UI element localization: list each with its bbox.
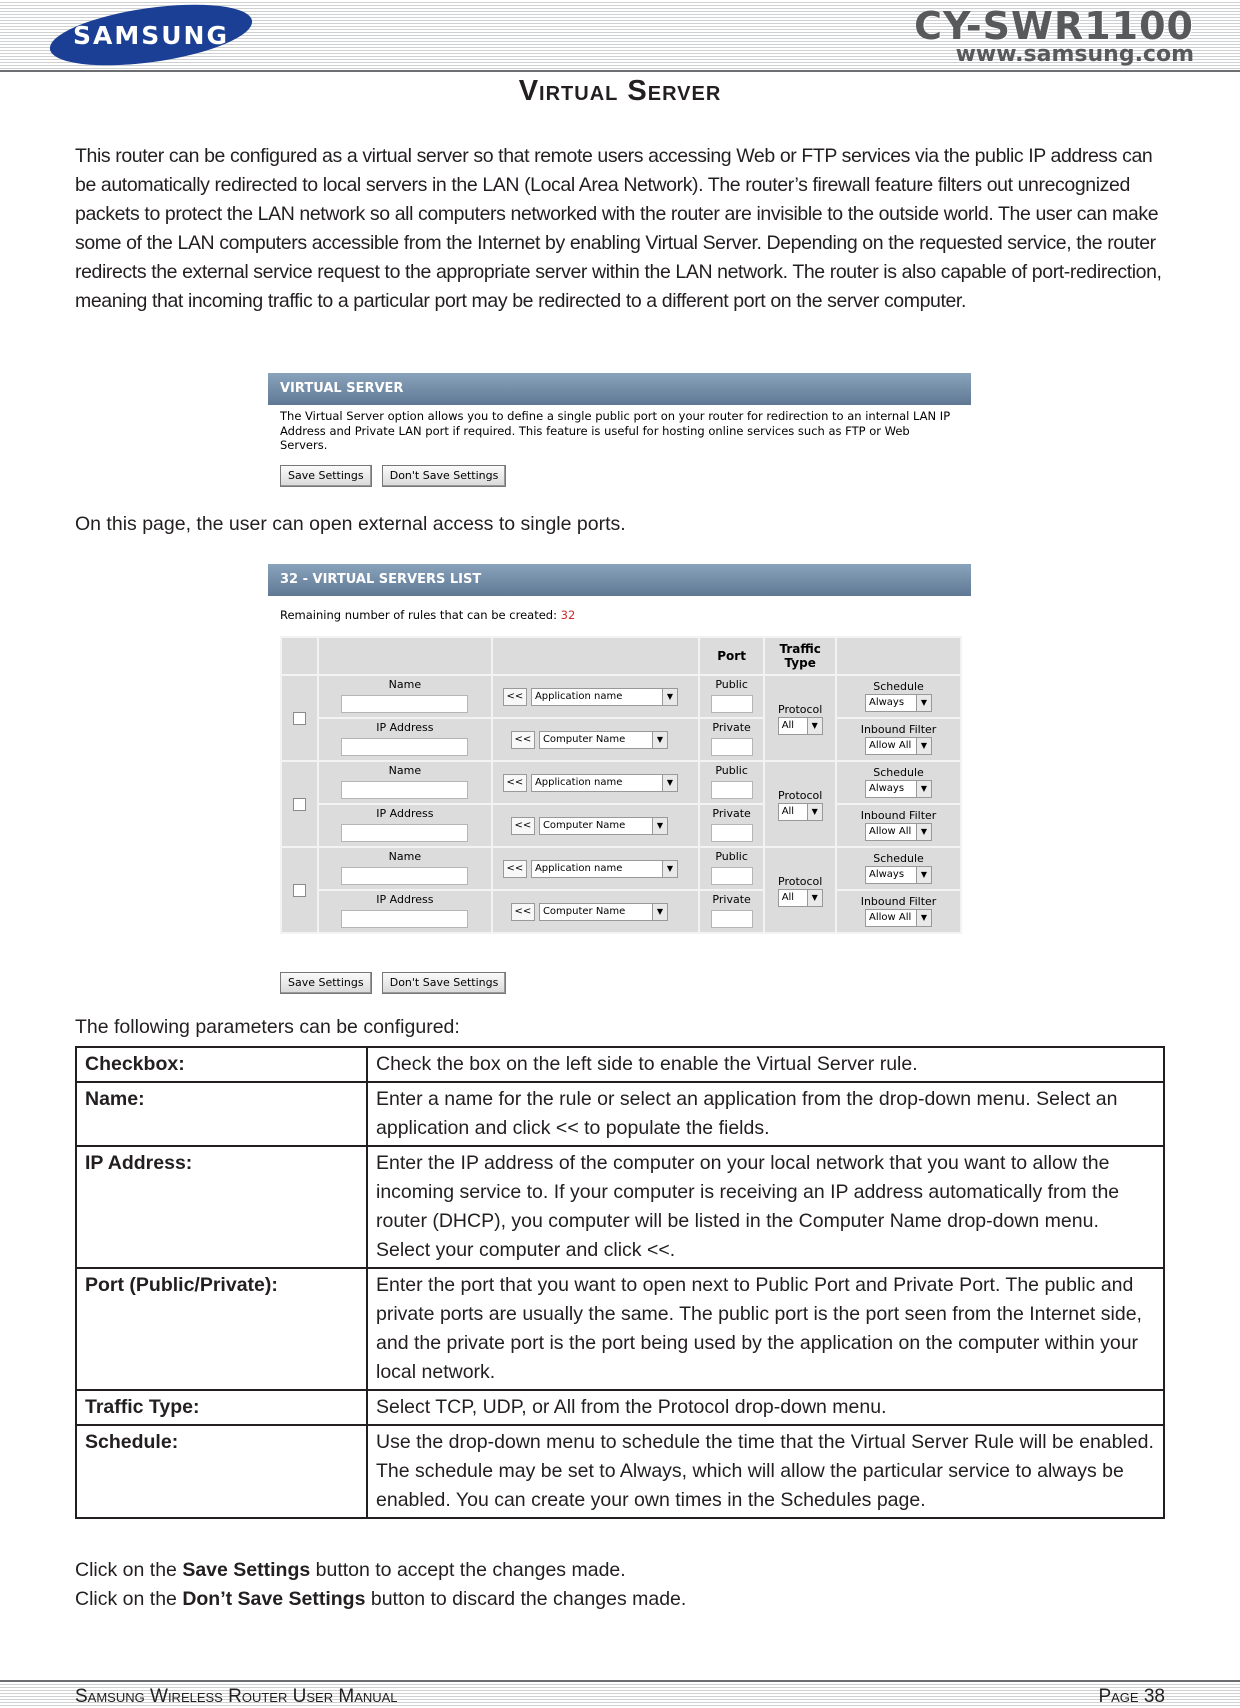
dont-save-instruction xyxy=(75,1585,1165,1614)
application-cell xyxy=(493,676,698,717)
samsung-logo xyxy=(46,4,256,66)
inbound-filter-select[interactable] xyxy=(865,909,932,927)
ip-address-label: IP Address xyxy=(376,807,434,820)
rule-row xyxy=(282,891,960,932)
column-header-traffic-type: Traffic Type xyxy=(765,638,835,674)
rule-checkbox-cell xyxy=(282,762,317,846)
protocol-select-value: All xyxy=(781,892,795,903)
application-select-value: Application name xyxy=(534,776,623,788)
dropdown-arrow-icon: ▼ xyxy=(916,695,931,711)
remaining-rules-text xyxy=(280,608,575,622)
save-settings-button[interactable]: Save Settings xyxy=(280,972,372,994)
remaining-rules-label: Remaining number of rules that can be created: xyxy=(280,608,557,622)
save-instruction-rest: button to accept the changes made. xyxy=(315,1559,626,1581)
computer-cell xyxy=(493,891,698,932)
ip-address-input[interactable] xyxy=(341,738,468,756)
private-port-input[interactable] xyxy=(711,738,753,756)
inbound-filter-select-value: Allow All xyxy=(869,740,912,751)
param-key: IP Address: xyxy=(76,1146,367,1268)
name-label: Name xyxy=(388,850,422,863)
param-key: Schedule: xyxy=(76,1425,367,1518)
schedule-label: Schedule xyxy=(873,852,924,865)
dont-save-instruction-rest: button to discard the changes made. xyxy=(370,1588,687,1610)
header-cell-blank xyxy=(837,638,960,674)
dropdown-arrow-icon: ▼ xyxy=(916,781,931,797)
header-cell-blank xyxy=(493,638,698,674)
virtual-server-description: The Virtual Server option allows you to define a single public port on your router for redirection to an internal LAN IP Address and Private LAN port if required. This feature is useful for hosting online services such as FTP or Web Servers. xyxy=(280,409,951,452)
save-settings-button[interactable]: Save Settings xyxy=(280,465,372,487)
apply-application-button[interactable]: << xyxy=(503,860,527,878)
computer-cell xyxy=(493,719,698,760)
public-label: Public xyxy=(715,764,748,777)
param-value: Enter the IP address of the computer on your local network that you want to allow the incoming service to. If your computer is receiving an IP address automatically from the router (DHCP), you computer will be listed in the Computer Name drop-down menu. Select your computer and click <<. xyxy=(367,1146,1164,1268)
protocol-select[interactable] xyxy=(778,889,823,907)
rule-row xyxy=(282,848,960,889)
computer-select-value: Computer Name xyxy=(542,819,626,831)
schedule-label: Schedule xyxy=(873,680,924,693)
dropdown-arrow-icon: ▼ xyxy=(652,818,667,834)
public-label: Public xyxy=(715,678,748,691)
dropdown-arrow-icon: ▼ xyxy=(916,824,931,840)
rule-row xyxy=(282,676,960,717)
page-number: Page 38 xyxy=(1098,1686,1165,1707)
table-row xyxy=(76,1390,1164,1425)
inbound-filter-cell xyxy=(837,719,960,760)
ip-cell xyxy=(319,805,491,846)
page-title: Virtual Server xyxy=(518,75,722,107)
protocol-cell xyxy=(765,676,835,760)
inbound-filter-cell xyxy=(837,805,960,846)
param-key: Traffic Type: xyxy=(76,1390,367,1425)
model-number: CY-SWR1100 xyxy=(914,4,1194,48)
application-select[interactable] xyxy=(531,860,678,878)
name-label: Name xyxy=(388,678,422,691)
ip-address-input[interactable] xyxy=(341,824,468,842)
ip-address-label: IP Address xyxy=(376,893,434,906)
private-label: Private xyxy=(712,807,751,820)
ip-address-input[interactable] xyxy=(341,910,468,928)
param-key: Name: xyxy=(76,1082,367,1146)
name-cell xyxy=(319,762,491,803)
computer-cell xyxy=(493,805,698,846)
inbound-filter-label: Inbound Filter xyxy=(860,895,937,908)
inbound-filter-label: Inbound Filter xyxy=(860,809,937,822)
virtual-server-heading: VIRTUAL SERVER xyxy=(268,373,971,405)
footer-manual-title: Samsung Wireless Router User Manual xyxy=(75,1686,398,1707)
ip-address-label: IP Address xyxy=(376,721,434,734)
column-header-port: Port xyxy=(700,638,764,674)
dropdown-arrow-icon: ▼ xyxy=(807,890,822,906)
application-cell xyxy=(493,762,698,803)
rule-row xyxy=(282,762,960,803)
apply-computer-button[interactable]: << xyxy=(511,903,535,921)
public-port-cell xyxy=(700,762,764,803)
table-row xyxy=(76,1268,1164,1390)
dropdown-arrow-icon: ▼ xyxy=(662,689,677,705)
param-key: Checkbox: xyxy=(76,1047,367,1082)
rule-enable-checkbox[interactable] xyxy=(293,712,306,725)
application-select[interactable] xyxy=(531,774,678,792)
rule-checkbox-cell xyxy=(282,676,317,760)
dont-save-settings-button[interactable]: Don't Save Settings xyxy=(382,972,507,994)
schedule-select-value: Always xyxy=(869,783,905,794)
dropdown-arrow-icon: ▼ xyxy=(807,804,822,820)
name-input[interactable] xyxy=(341,695,468,713)
name-label: Name xyxy=(388,764,422,777)
name-input[interactable] xyxy=(341,781,468,799)
public-label: Public xyxy=(715,850,748,863)
table-row xyxy=(76,1425,1164,1518)
ip-cell xyxy=(319,719,491,760)
schedule-select[interactable] xyxy=(865,866,932,884)
computer-select-value: Computer Name xyxy=(542,733,626,745)
private-port-input[interactable] xyxy=(711,910,753,928)
apply-computer-button[interactable]: << xyxy=(511,817,535,835)
param-value: Select TCP, UDP, or All from the Protocol drop-down menu. xyxy=(367,1390,1164,1425)
apply-computer-button[interactable]: << xyxy=(511,731,535,749)
click-on-text: Click on the xyxy=(75,1588,177,1610)
application-cell xyxy=(493,848,698,889)
application-select-value: Application name xyxy=(534,862,623,874)
protocol-select-value: All xyxy=(781,720,795,731)
public-port-cell xyxy=(700,848,764,889)
private-port-cell xyxy=(700,805,764,846)
dropdown-arrow-icon: ▼ xyxy=(662,775,677,791)
param-value: Enter the port that you want to open next to Public Port and Private Port. The public and private ports are usually the same. The public port is the port seen from the Internet side, and the private port is the port being used by the application on the computer within your local network. xyxy=(367,1268,1164,1390)
protocol-select-value: All xyxy=(781,806,795,817)
table-row xyxy=(76,1082,1164,1146)
protocol-cell xyxy=(765,762,835,846)
brand-wordmark: SAMSUNG xyxy=(73,21,229,50)
protocol-select[interactable] xyxy=(778,717,823,735)
header-rule xyxy=(0,70,1240,72)
parameters-table xyxy=(75,1046,1165,1519)
param-value: Enter a name for the rule or select an application from the drop-down menu. Select an application and click << to populate the fields. xyxy=(367,1082,1164,1146)
dropdown-arrow-icon: ▼ xyxy=(807,718,822,734)
intro-paragraph: This router can be configured as a virtual server so that remote users accessing Web or FTP services via the public IP address can be automatically redirected to local servers in the LAN (Local Area Network). The router’s firewall feature filters out unrecognized packets to protect the LAN network so all computers networked with the router are invisible to the outside world. The user can make some of the LAN computers accessible from the Internet by enabling Virtual Server. Depending on the requested service, the router redirects the external service request to the appropriate server within the LAN network. The router is also capable of port-redirection, meaning that incoming traffic to a particular port may be redirected to a different port on the server computer. xyxy=(75,145,1162,312)
dropdown-arrow-icon: ▼ xyxy=(916,910,931,926)
table-header-row xyxy=(282,638,960,674)
private-port-cell xyxy=(700,719,764,760)
computer-select[interactable] xyxy=(539,817,668,835)
application-select-value: Application name xyxy=(534,690,623,702)
params-intro: The following parameters can be configured: xyxy=(75,1016,460,1038)
inbound-filter-select-value: Allow All xyxy=(869,912,912,923)
top-button-row xyxy=(280,464,511,487)
schedule-select[interactable] xyxy=(865,694,932,712)
schedule-select-value: Always xyxy=(869,869,905,880)
rule-row xyxy=(282,719,960,760)
public-port-input[interactable] xyxy=(711,695,753,713)
ip-cell xyxy=(319,891,491,932)
header-cell-blank xyxy=(319,638,491,674)
virtual-servers-table xyxy=(280,636,962,934)
website-url: www.samsung.com xyxy=(955,42,1194,67)
computer-select[interactable] xyxy=(539,731,668,749)
bottom-button-row xyxy=(280,971,511,994)
inbound-filter-select-value: Allow All xyxy=(869,826,912,837)
private-label: Private xyxy=(712,721,751,734)
protocol-label: Protocol xyxy=(778,875,823,888)
inbound-filter-cell xyxy=(837,891,960,932)
virtual-server-screenshot xyxy=(268,373,971,491)
protocol-cell xyxy=(765,848,835,932)
dropdown-arrow-icon: ▼ xyxy=(916,738,931,754)
public-port-input[interactable] xyxy=(711,781,753,799)
schedule-cell xyxy=(837,848,960,889)
dropdown-arrow-icon: ▼ xyxy=(662,861,677,877)
schedule-select-value: Always xyxy=(869,697,905,708)
schedule-select[interactable] xyxy=(865,780,932,798)
inbound-filter-label: Inbound Filter xyxy=(860,723,937,736)
dont-save-settings-button[interactable]: Don't Save Settings xyxy=(382,465,507,487)
table-row xyxy=(76,1047,1164,1082)
name-input[interactable] xyxy=(341,867,468,885)
dropdown-arrow-icon: ▼ xyxy=(916,867,931,883)
servers-list-heading: 32 - VIRTUAL SERVERS LIST xyxy=(268,564,971,596)
apply-application-button[interactable]: << xyxy=(503,774,527,792)
private-port-input[interactable] xyxy=(711,824,753,842)
dropdown-arrow-icon: ▼ xyxy=(652,732,667,748)
inbound-filter-select[interactable] xyxy=(865,823,932,841)
public-port-cell xyxy=(700,676,764,717)
protocol-select[interactable] xyxy=(778,803,823,821)
name-cell xyxy=(319,848,491,889)
outro-text xyxy=(75,1556,1165,1614)
virtual-servers-list-screenshot xyxy=(268,564,971,994)
protocol-label: Protocol xyxy=(778,789,823,802)
computer-select[interactable] xyxy=(539,903,668,921)
public-port-input[interactable] xyxy=(711,867,753,885)
single-ports-text: On this page, the user can open external access to single ports. xyxy=(75,513,626,535)
param-key: Port (Public/Private): xyxy=(76,1268,367,1390)
schedule-cell xyxy=(837,676,960,717)
schedule-cell xyxy=(837,762,960,803)
rule-row xyxy=(282,805,960,846)
rule-enable-checkbox[interactable] xyxy=(293,884,306,897)
save-settings-term: Save Settings xyxy=(182,1559,311,1581)
private-label: Private xyxy=(712,893,751,906)
application-select[interactable] xyxy=(531,688,678,706)
computer-select-value: Computer Name xyxy=(542,905,626,917)
dont-save-settings-term: Don’t Save Settings xyxy=(182,1588,366,1610)
rule-enable-checkbox[interactable] xyxy=(293,798,306,811)
click-on-text: Click on the xyxy=(75,1559,177,1581)
name-cell xyxy=(319,676,491,717)
header-cell-blank xyxy=(282,638,317,674)
apply-application-button[interactable]: << xyxy=(503,688,527,706)
dropdown-arrow-icon: ▼ xyxy=(652,904,667,920)
param-value: Check the box on the left side to enable the Virtual Server rule. xyxy=(367,1047,1164,1082)
save-instruction xyxy=(75,1556,1165,1585)
private-port-cell xyxy=(700,891,764,932)
remaining-rules-count: 32 xyxy=(560,608,576,622)
inbound-filter-select[interactable] xyxy=(865,737,932,755)
schedule-label: Schedule xyxy=(873,766,924,779)
rule-checkbox-cell xyxy=(282,848,317,932)
protocol-label: Protocol xyxy=(778,703,823,716)
param-value: Use the drop-down menu to schedule the time that the Virtual Server Rule will be enabled. The schedule may be set to Always, which will allow the particular service to always be enabled. You can create your own times in the Schedules page. xyxy=(367,1425,1164,1518)
table-row xyxy=(76,1146,1164,1268)
